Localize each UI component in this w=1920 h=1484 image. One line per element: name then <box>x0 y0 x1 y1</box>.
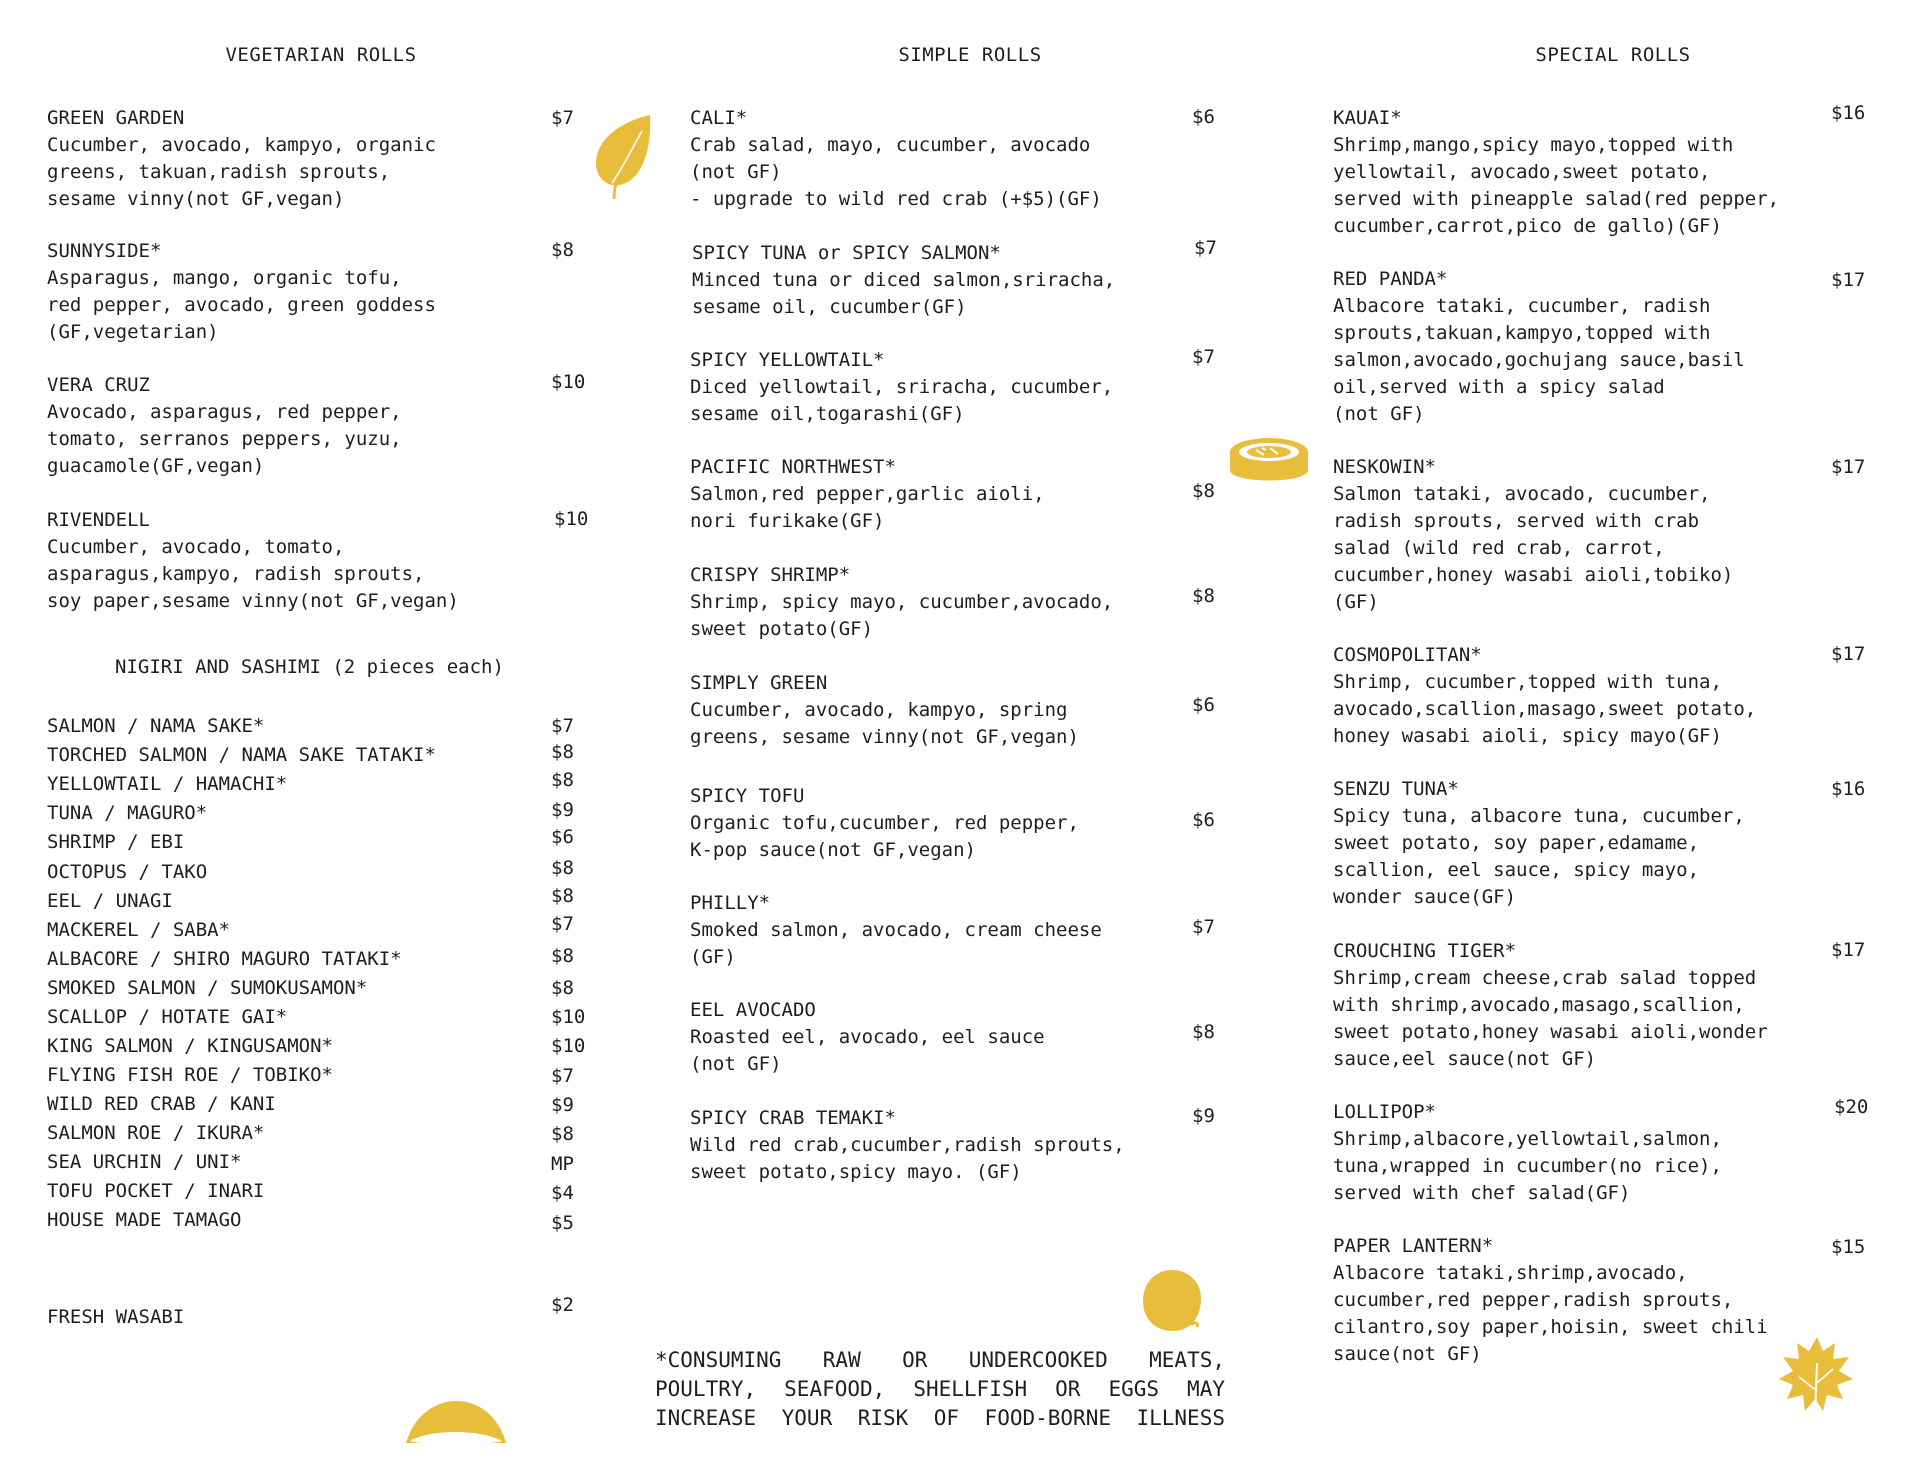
item-price: $10 <box>554 508 589 530</box>
item-name: PACIFIC NORTHWEST* <box>690 456 896 478</box>
item-description: Albacore tataki,shrimp,avocado, cucumber,red pepper,radish sprouts, cilantro,soy paper,hoisin, sweet chili sauce(not GF) <box>1333 1262 1768 1365</box>
nigiri-name: FLYING FISH ROE / TOBIKO* <box>47 1064 333 1086</box>
item-price: $10 <box>551 371 586 393</box>
item-price: $17 <box>1831 643 1866 665</box>
nigiri-price: $8 <box>551 857 574 879</box>
item-name: SUNNYSIDE* <box>47 240 162 262</box>
item-name: CALI* <box>690 107 748 129</box>
item-description: Cucumber, avocado, kampyo, spring greens, sesame vinny(not GF,vegan) <box>690 699 1079 748</box>
disclaimer-line: INCREASE YOUR RISK OF FOOD-BORNE ILLNESS <box>655 1406 1225 1430</box>
nigiri-name: MACKEREL / SABA* <box>47 919 231 941</box>
item-description: Spicy tuna, albacore tuna, cucumber, sweet potato, soy paper,edamame, scallion, eel sauce, spicy mayo, wonder sauce(GF) <box>1333 805 1745 908</box>
nigiri-price: $7 <box>551 913 574 935</box>
item-name: RIVENDELL <box>47 509 150 531</box>
nigiri-price: MP <box>551 1153 574 1175</box>
special-item <box>1333 454 1733 616</box>
nigiri-name: ALBACORE / SHIRO MAGURO TATAKI* <box>47 948 402 970</box>
nigiri-price: $7 <box>551 1065 574 1087</box>
item-price: $8 <box>1192 1021 1215 1043</box>
special-item <box>1333 105 1779 240</box>
item-description: Minced tuna or diced salmon,sriracha, sesame oil, cucumber(GF) <box>692 269 1116 318</box>
special-item <box>1333 1233 1768 1368</box>
nigiri-price: $7 <box>551 715 574 737</box>
nigiri-name: SCALLOP / HOTATE GAI* <box>47 1006 288 1028</box>
item-description: Asparagus, mango, organic tofu, red pepper, avocado, green goddess (GF,vegetarian) <box>47 267 436 343</box>
simple-title: SIMPLE ROLLS <box>898 44 1042 66</box>
nigiri-icon <box>400 1395 512 1447</box>
item-name: SPICY CRAB TEMAKI* <box>690 1107 896 1129</box>
item-name: KAUAI* <box>1333 107 1402 129</box>
nigiri-price: $8 <box>551 769 574 791</box>
nigiri-price: $9 <box>551 799 574 821</box>
item-description: Cucumber, avocado, tomato, asparagus,kampyo, radish sprouts, soy paper,sesame vinny(not GF,vegan) <box>47 536 459 612</box>
item-price: $16 <box>1831 102 1866 124</box>
item-name: PHILLY* <box>690 892 771 914</box>
nigiri-price: $10 <box>551 1006 586 1028</box>
nigiri-price: $8 <box>551 1123 574 1145</box>
item-name: SPICY TUNA or SPICY SALMON* <box>692 242 1001 264</box>
item-price: $8 <box>551 239 574 261</box>
leaf-icon <box>592 113 654 201</box>
vegetarian-item <box>47 507 459 615</box>
nigiri-name: SMOKED SALMON / SUMOKUSAMON* <box>47 977 368 999</box>
simple-item <box>690 454 1045 535</box>
disclaimer-line: POULTRY, SEAFOOD, SHELLFISH OR EGGS MAY <box>655 1377 1225 1401</box>
item-price: $15 <box>1831 1236 1866 1258</box>
simple-item <box>690 562 1113 643</box>
item-description: Crab salad, mayo, cucumber, avocado (not GF) - upgrade to wild red crab (+$5)(GF) <box>690 134 1102 210</box>
wasabi-price: $2 <box>551 1294 574 1316</box>
item-price: $7 <box>1192 346 1215 368</box>
item-name: SPICY YELLOWTAIL* <box>690 349 885 371</box>
nigiri-name: OCTOPUS / TAKO <box>47 861 208 883</box>
nigiri-name: YELLOWTAIL / HAMACHI* <box>47 773 288 795</box>
nigiri-name: SALMON / NAMA SAKE* <box>47 715 265 737</box>
item-name: PAPER LANTERN* <box>1333 1235 1494 1257</box>
item-name: GREEN GARDEN <box>47 107 185 129</box>
item-name: LOLLIPOP* <box>1333 1101 1436 1123</box>
item-name: SIMPLY GREEN <box>690 672 828 694</box>
nigiri-name: EEL / UNAGI <box>47 890 173 912</box>
item-description: Shrimp, cucumber,topped with tuna, avocado,scallion,masago,sweet potato, honey wasabi aioli, spicy mayo(GF) <box>1333 671 1757 747</box>
blob-icon <box>1139 1267 1205 1335</box>
wasabi-name: FRESH WASABI <box>47 1306 185 1328</box>
item-price: $8 <box>1192 585 1215 607</box>
item-price: $6 <box>1192 106 1215 128</box>
item-name: CROUCHING TIGER* <box>1333 940 1517 962</box>
item-description: Wild red crab,cucumber,radish sprouts, sweet potato,spicy mayo. (GF) <box>690 1134 1125 1183</box>
special-item <box>1333 266 1745 428</box>
simple-item <box>692 240 1115 321</box>
item-price: $6 <box>1192 694 1215 716</box>
nigiri-title: NIGIRI AND SASHIMI (2 pieces each) <box>115 656 504 678</box>
item-description: Albacore tataki, cucumber, radish sprouts,takuan,kampyo,topped with salmon,avocado,gochujang sauce,basil oil,served with a spicy salad (not GF) <box>1333 295 1745 425</box>
item-description: Organic tofu,cucumber, red pepper, K-pop sauce(not GF,vegan) <box>690 812 1079 861</box>
item-price: $7 <box>1192 916 1215 938</box>
item-price: $17 <box>1831 456 1866 478</box>
item-price: $6 <box>1192 809 1215 831</box>
item-description: Salmon,red pepper,garlic aioli, nori furikake(GF) <box>690 483 1045 532</box>
nigiri-price: $8 <box>551 945 574 967</box>
item-name: SPICY TOFU <box>690 785 805 807</box>
nigiri-price: $8 <box>551 885 574 907</box>
special-title: SPECIAL ROLLS <box>1535 44 1691 66</box>
item-price: $16 <box>1831 778 1866 800</box>
raw-food-disclaimer <box>655 1346 1225 1433</box>
nigiri-name: SHRIMP / EBI <box>47 831 185 853</box>
simple-item <box>690 347 1113 428</box>
item-price: $9 <box>1192 1105 1215 1127</box>
sushi-roll-icon <box>1226 428 1312 494</box>
vegetarian-item <box>47 238 436 346</box>
nigiri-name: HOUSE MADE TAMAGO <box>47 1209 242 1231</box>
item-price: $20 <box>1834 1096 1869 1118</box>
special-item <box>1333 642 1756 750</box>
nigiri-name: KING SALMON / KINGUSAMON* <box>47 1035 333 1057</box>
special-item <box>1333 1099 1722 1207</box>
item-price: $7 <box>1194 237 1217 259</box>
simple-item <box>690 670 1079 751</box>
item-name: CRISPY SHRIMP* <box>690 564 851 586</box>
item-description: Shrimp,cream cheese,crab salad topped with shrimp,avocado,masago,scallion, sweet potato,honey wasabi aioli,wonder sauce,eel sauce(not GF) <box>1333 967 1768 1070</box>
nigiri-price: $8 <box>551 741 574 763</box>
special-item <box>1333 776 1745 911</box>
item-description: Shrimp,mango,spicy mayo,topped with yellowtail, avocado,sweet potato, served with pineapple salad(red pepper, cucumber,carrot,pico de gallo)(GF) <box>1333 134 1780 237</box>
nigiri-price: $9 <box>551 1094 574 1116</box>
disclaimer-line: *CONSUMING RAW OR UNDERCOOKED MEATS, <box>655 1348 1225 1372</box>
nigiri-name: SALMON ROE / IKURA* <box>47 1122 265 1144</box>
nigiri-price: $5 <box>551 1212 574 1234</box>
simple-item <box>690 997 1045 1078</box>
simple-item <box>690 783 1079 864</box>
item-price: $8 <box>1192 480 1215 502</box>
item-name: VERA CRUZ <box>47 374 150 396</box>
simple-item <box>690 105 1102 213</box>
nigiri-price: $8 <box>551 977 574 999</box>
vegetarian-item <box>47 372 402 480</box>
special-item <box>1333 938 1768 1073</box>
item-name: RED PANDA* <box>1333 268 1448 290</box>
maple-leaf-icon <box>1777 1333 1855 1421</box>
item-description: Salmon tataki, avocado, cucumber, radish sprouts, served with crab salad (wild red crab, carrot, cucumber,honey wasabi aioli,tobiko) (GF) <box>1333 483 1734 613</box>
item-name: NESKOWIN* <box>1333 456 1436 478</box>
simple-item <box>690 1105 1125 1186</box>
item-description: Avocado, asparagus, red pepper, tomato, serranos peppers, yuzu, guacamole(GF,vegan) <box>47 401 402 477</box>
item-price: $17 <box>1831 269 1866 291</box>
item-description: Diced yellowtail, sriracha, cucumber, sesame oil,togarashi(GF) <box>690 376 1114 425</box>
nigiri-name: WILD RED CRAB / KANI <box>47 1093 276 1115</box>
nigiri-name: TUNA / MAGURO* <box>47 802 208 824</box>
nigiri-name: SEA URCHIN / UNI* <box>47 1151 242 1173</box>
item-description: Cucumber, avocado, kampyo, organic greens, takuan,radish sprouts, sesame vinny(not GF,vegan) <box>47 134 436 210</box>
simple-item <box>690 890 1102 971</box>
nigiri-list <box>47 713 607 1233</box>
item-description: Shrimp, spicy mayo, cucumber,avocado, sweet potato(GF) <box>690 591 1114 640</box>
vegetarian-title: VEGETARIAN ROLLS <box>225 44 417 66</box>
item-price: $17 <box>1831 939 1866 961</box>
item-name: SENZU TUNA* <box>1333 778 1459 800</box>
vegetarian-item <box>47 105 436 213</box>
item-price: $7 <box>551 107 574 129</box>
item-name: COSMOPOLITAN* <box>1333 644 1482 666</box>
nigiri-price: $6 <box>551 826 574 848</box>
nigiri-name: TOFU POCKET / INARI <box>47 1180 265 1202</box>
item-description: Shrimp,albacore,yellowtail,salmon, tuna,wrapped in cucumber(no rice), served with chef salad(GF) <box>1333 1128 1722 1204</box>
item-description: Roasted eel, avocado, eel sauce (not GF) <box>690 1026 1045 1075</box>
nigiri-price: $4 <box>551 1182 574 1204</box>
nigiri-price: $10 <box>551 1035 586 1057</box>
item-name: EEL AVOCADO <box>690 999 816 1021</box>
nigiri-name: TORCHED SALMON / NAMA SAKE TATAKI* <box>47 744 436 766</box>
item-description: Smoked salmon, avocado, cream cheese (GF) <box>690 919 1102 968</box>
